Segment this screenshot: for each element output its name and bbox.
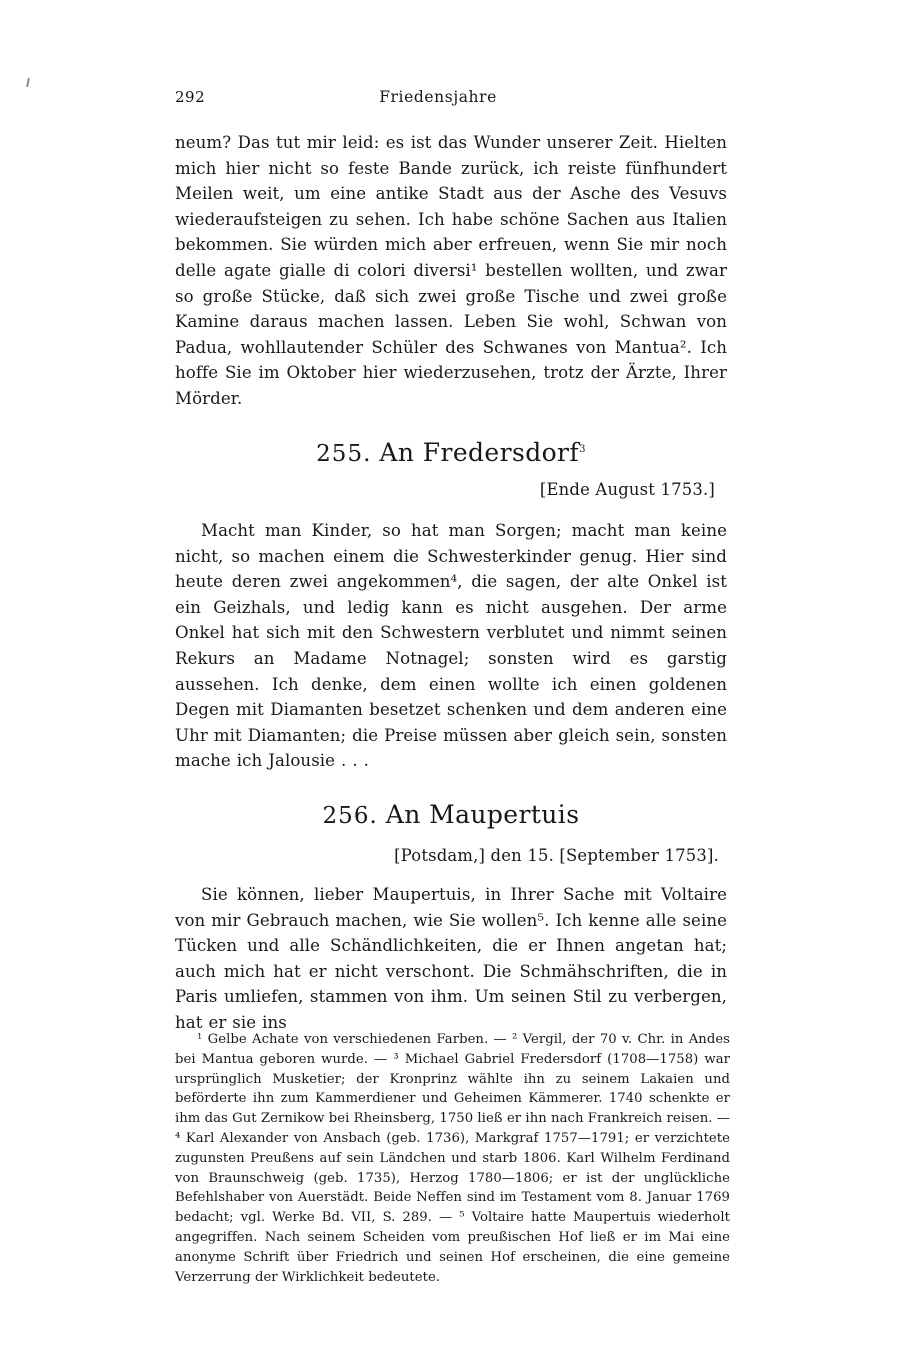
letter-255-dateline: [Ende August 1753.] (539, 480, 715, 499)
letter-256-heading (175, 800, 727, 829)
letter-256-body-block (175, 882, 727, 1036)
footnotes-section (175, 1030, 730, 1287)
page-header (175, 88, 727, 106)
letter-255-title-footnote-marker: 3 (579, 444, 586, 455)
letter-256-dateline-block (175, 846, 727, 865)
letter-255-dateline-block (175, 480, 727, 499)
stray-ink-mark (26, 78, 30, 87)
footnotes-text: ¹ Gelbe Achate von verschiedenen Farben. — ² Vergil, der 70 v. Chr. in Andes bei Mantua geboren wurde. — ³ Michael Gabriel Fredersdorf (1708—1758) war ursprünglich Musketier; der Kronprinz wählte ihn zu seinem Lakaien und beförderte ihn zum Kammerdiener und Geheimen Kämmerer. 1740 schenkte er ihm das Gut Zernikow bei Rheinsberg, 1750 ließ er ihn nach Frankreich reisen. — ⁴ Karl Alexander von Ansbach (geb. 1736), Markgraf 1757—1791; er verzichtete zugunsten Preußens auf sein Ländchen und starb 1806. Karl Wilhelm Ferdinand von Braunschweig (geb. 1735), Herzog 1780—1806; er ist der unglückliche Befehlshaber von Auerstädt. Beide Neffen sind im Testament vom 8. Januar 1769 bedacht; vgl. Werke Bd. VII, S. 289. — ⁵ Voltaire hatte Maupertuis wiederholt angegriffen. Nach seinem Scheiden vom preußischen Hof ließ er im Mai eine anonyme Schrift über Friedrich und seinen Hof erscheinen, die eine gemeine Verzerrung der Wirklichkeit bedeutete. (175, 1032, 730, 1285)
running-head: Friedensjahre (379, 88, 497, 106)
page-number: 292 (175, 88, 206, 106)
letter-255-body-block (175, 518, 727, 774)
letter-255-title: An Fredersdorf (379, 438, 580, 467)
letter-256-body: Sie können, lieber Maupertuis, in Ihrer Sache mit Voltaire von mir Gebrauch machen, wie Sie wollen⁵. Ich kenne alle seine Tücken und alle Schändlichkeiten, die er Ihnen angetan hat; auch mich hat er nicht verschont. Die Schmähschriften, die in Paris umliefen, stammen von ihm. Um seinen Stil zu verbergen, hat er sie ins (175, 885, 727, 1032)
letter-256-number: 256. (322, 803, 378, 829)
letter-256-dateline: [Potsdam,] den 15. [September 1753]. (394, 846, 719, 865)
letter-256-title: An Maupertuis (385, 800, 580, 829)
continued-paragraph: neum? Das tut mir leid: es ist das Wunder unserer Zeit. Hielten mich hier nicht so feste Bande zurück, ich reiste fünfhundert Meilen weit, um eine antike Stadt aus der Asche des Vesuvs wiederaufsteigen zu sehen. Ich habe schöne Sachen aus Italien bekommen. Sie würden mich aber erfreuen, wenn Sie mir noch delle agate gialle di colori diversi¹ bestellen wollten, und zwar so große Stücke, daß sich zwei große Tische und zwei große Kamine daraus machen lassen. Leben Sie wohl, Schwan von Padua, wohllautender Schüler des Schwanes von Mantua². Ich hoffe Sie im Oktober hier wiederzusehen, trotz der Ärzte, Ihrer Mörder. (175, 133, 727, 408)
letter-255-heading (175, 438, 727, 467)
letter-255-title-line (175, 438, 727, 467)
continued-paragraph-block (175, 130, 727, 412)
letter-255-number: 255. (316, 441, 372, 467)
letter-256-title-line (175, 800, 727, 829)
letter-255-body: Macht man Kinder, so hat man Sorgen; macht man keine nicht, so machen einem die Schwesterkinder genug. Hier sind heute deren zwei angekommen⁴, die sagen, der alte Onkel ist ein Geizhals, und ledig kann es nicht ausgehen. Der arme Onkel hat sich mit den Schwestern verblutet und nimmt seinen Rekurs an Madame Notnagel; sonsten wird es garstig aussehen. Ich denke, dem einen wollte ich einen goldenen Degen mit Diamanten besetzet schenken und dem anderen eine Uhr mit Diamanten; die Preise müssen aber gleich sein, sonsten mache ich Jalousie . . . (175, 521, 727, 771)
